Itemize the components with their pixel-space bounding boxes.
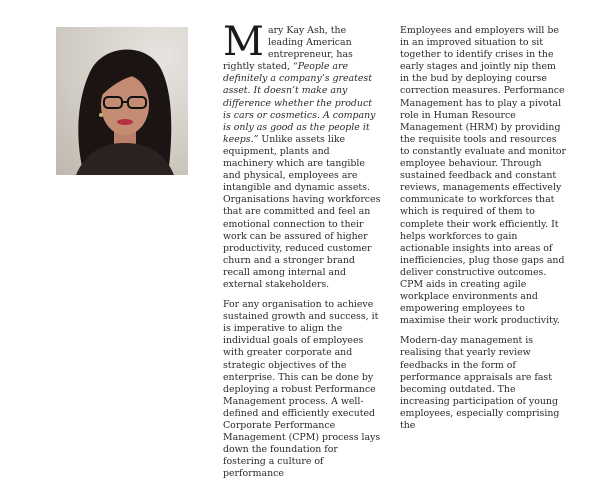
article-column-1 bbox=[223, 19, 381, 488]
body-text: Unlike assets like equipment, plants and machinery which are tangible and physical, employees are intangible and dynamic assets. Organisations having workforces that are committed and feel an emotional connection to their work can be assured of higher productivity, reduced customer churn and a stronger brand recall among internal and external stakeholders. bbox=[223, 133, 381, 290]
article-paragraph: Employees and employers will be in an improved situation to sit together to identify crises in the early stages and jointly nip them in the bud by deploying course correction measures. Performance Management has to play a pivotal role in Human Resource Management (HRM) by providing the requisite tools and resources to constantly evaluate and monitor employee behaviour. Through sustained feedback and constant reviews, managements effectively communicate to workforces that which is required of them to complete their work efficiently. It helps workforces to gain actionable insights into areas of inefficiencies, plug those gaps and deliver constructive outcomes. CPM aids in creating agile workplace environments and empowering employees to maximise their work productivity. bbox=[400, 25, 566, 327]
pull-quote: “People are definitely a company’s greatest asset. It doesn’t make any difference whether the product is cars or cosmetics. A company is only as good as the people it keeps.” bbox=[223, 61, 376, 145]
article-paragraph: For any organisation to achieve sustained growth and success, it is imperative to align the individual goals of employees with greater corporate and strategic objectives of the enterprise. This can be done by deploying a robust Performance Management process. A well-defined and efficiently executed Corporate Performance Management (CPM) process lays down the foundation for fostering a culture of performance bbox=[223, 299, 381, 480]
author-portrait-icon bbox=[56, 27, 188, 175]
drop-cap: M bbox=[223, 19, 264, 65]
author-photo bbox=[56, 27, 188, 175]
article-column-2 bbox=[400, 25, 567, 440]
article-paragraph bbox=[223, 19, 381, 291]
intro-text: ary Kay Ash, the leading American entrepreneur, has rightly stated, bbox=[223, 25, 353, 73]
article-paragraph: Modern-day management is realising that yearly review feedbacks in the form of performance appraisals are fast becoming outdated. The increasing participation of young employees, especially comprising the bbox=[400, 335, 560, 431]
